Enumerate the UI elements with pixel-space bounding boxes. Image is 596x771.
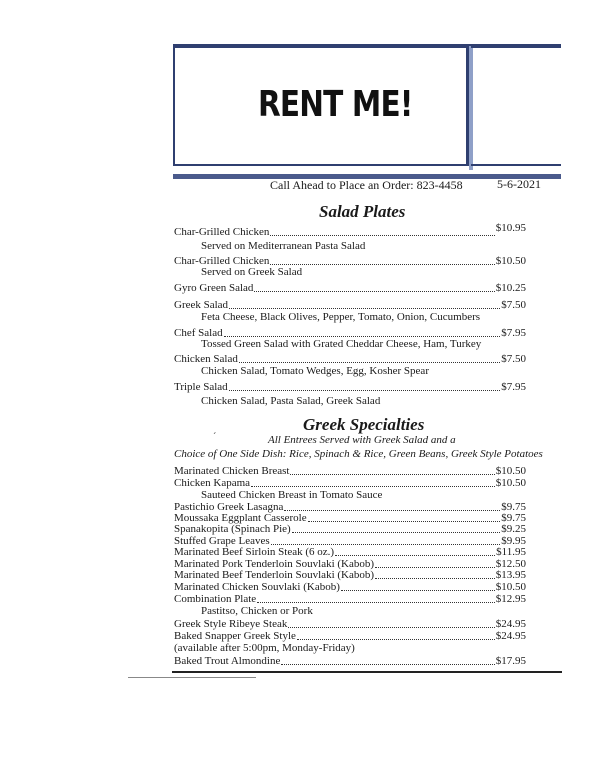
item-name: Chef Salad bbox=[174, 327, 223, 339]
item-name: Moussaka Eggplant Casserole bbox=[174, 512, 307, 524]
item-price: $9.95 bbox=[501, 535, 526, 547]
footer-rule bbox=[172, 671, 562, 673]
item-name: Marinated Chicken Breast bbox=[174, 465, 290, 477]
leader-dots bbox=[341, 589, 495, 591]
item-description: Tossed Green Salad with Grated Cheddar Cheese, Ham, Turkey bbox=[201, 338, 482, 350]
item-name: Stuffed Grape Leaves bbox=[174, 535, 270, 547]
leader-dots bbox=[229, 389, 501, 391]
item-name: Marinated Pork Tenderloin Souvlaki (Kabob) bbox=[174, 558, 375, 570]
salad-heading: Salad Plates bbox=[319, 202, 406, 221]
item-name: Baked Snapper Greek Style bbox=[174, 630, 296, 642]
item-name: Baked Trout Almondine bbox=[174, 655, 281, 667]
leader-dots bbox=[288, 626, 494, 628]
item-name: Chicken Kapama bbox=[174, 477, 251, 489]
item-name: Char-Grilled Chicken bbox=[174, 255, 270, 267]
leader-dots bbox=[284, 509, 500, 511]
leader-dots bbox=[281, 663, 494, 665]
item-name: Pastichio Greek Lasagna bbox=[174, 501, 284, 513]
menu-item bbox=[174, 282, 526, 295]
item-price: $12.50 bbox=[495, 558, 526, 570]
greek-heading: Greek Specialties bbox=[303, 415, 425, 434]
item-price: $24.95 bbox=[495, 618, 526, 630]
leader-dots bbox=[254, 290, 494, 292]
item-name: Gyro Green Salad bbox=[174, 282, 254, 294]
item-price: $10.50 bbox=[495, 255, 526, 267]
menu-item bbox=[174, 381, 526, 394]
leader-dots bbox=[375, 566, 495, 568]
item-name: Marinated Beef Sirloin Steak (6 oz.) bbox=[174, 546, 335, 558]
leader-dots bbox=[292, 531, 501, 533]
banner-title: RENT ME! bbox=[258, 84, 413, 125]
leader-dots bbox=[270, 263, 494, 265]
item-description: Served on Mediterranean Pasta Salad bbox=[201, 240, 366, 252]
leader-dots bbox=[335, 554, 495, 556]
item-name: Greek Style Ribeye Steak bbox=[174, 618, 288, 630]
item-name: Chicken Salad bbox=[174, 353, 238, 365]
item-price: $10.50 bbox=[495, 465, 526, 477]
item-name: Combination Plate bbox=[174, 593, 257, 605]
stray-mark: ˊ bbox=[213, 432, 217, 443]
menu-item bbox=[174, 222, 526, 239]
leader-dots bbox=[297, 638, 495, 640]
item-price: $7.50 bbox=[501, 299, 526, 311]
item-price: $7.50 bbox=[501, 353, 526, 365]
availability-note: (available after 5:00pm, Monday-Friday) bbox=[174, 642, 355, 654]
item-name: Greek Salad bbox=[174, 299, 229, 311]
leader-dots bbox=[271, 543, 501, 545]
item-description: Feta Cheese, Black Olives, Pepper, Tomato, Onion, Cucumbers bbox=[201, 311, 481, 323]
item-price: $9.75 bbox=[501, 512, 526, 524]
item-name: Spanakopita (Spinach Pie) bbox=[174, 523, 291, 535]
item-price: $7.95 bbox=[501, 381, 526, 393]
item-price: $13.95 bbox=[495, 569, 526, 581]
item-name: Triple Salad bbox=[174, 381, 228, 393]
item-description: Pastitso, Chicken or Pork bbox=[201, 605, 313, 617]
leader-dots bbox=[375, 577, 495, 579]
greek-subtitle-1: All Entrees Served with Greek Salad and a bbox=[268, 434, 456, 446]
item-name: Marinated Chicken Souvlaki (Kabob) bbox=[174, 581, 340, 593]
menu-item bbox=[174, 655, 526, 668]
leader-dots bbox=[251, 485, 495, 487]
item-name: Marinated Beef Tenderloin Souvlaki (Kabob) bbox=[174, 569, 375, 581]
call-ahead-text: Call Ahead to Place an Order: 823-4458 bbox=[270, 178, 463, 192]
item-price: $9.25 bbox=[501, 523, 526, 535]
item-description: Chicken Salad, Pasta Salad, Greek Salad bbox=[201, 395, 381, 407]
item-price: $10.25 bbox=[495, 282, 526, 294]
item-price: $12.95 bbox=[495, 593, 526, 605]
item-price: $11.95 bbox=[496, 546, 526, 558]
menu-date: 5-6-2021 bbox=[497, 177, 541, 191]
item-price: $9.75 bbox=[501, 501, 526, 513]
leader-dots bbox=[270, 234, 494, 236]
item-name: Char-Grilled Chicken bbox=[174, 226, 270, 238]
item-price: $24.95 bbox=[495, 630, 526, 642]
item-price: $17.95 bbox=[495, 655, 526, 667]
leader-dots bbox=[308, 520, 501, 522]
item-price: $7.95 bbox=[501, 327, 526, 339]
leader-dots bbox=[257, 601, 495, 603]
leader-dots bbox=[224, 335, 501, 337]
banner-right-panel bbox=[471, 46, 561, 166]
item-description: Chicken Salad, Tomato Wedges, Egg, Kosher Spear bbox=[201, 365, 429, 377]
footer-rule-short bbox=[128, 677, 256, 678]
leader-dots bbox=[239, 361, 500, 363]
item-price: $10.50 bbox=[495, 581, 526, 593]
item-description: Served on Greek Salad bbox=[201, 266, 303, 278]
item-price: $10.95 bbox=[495, 222, 526, 234]
greek-subtitle-2: Choice of One Side Dish: Rice, Spinach & Rice, Green Beans, Greek Style Potatoes bbox=[174, 448, 543, 460]
item-price: $10.50 bbox=[495, 477, 526, 489]
leader-dots bbox=[229, 307, 500, 309]
leader-dots bbox=[290, 473, 494, 475]
item-description: Sauteed Chicken Breast in Tomato Sauce bbox=[201, 489, 383, 501]
